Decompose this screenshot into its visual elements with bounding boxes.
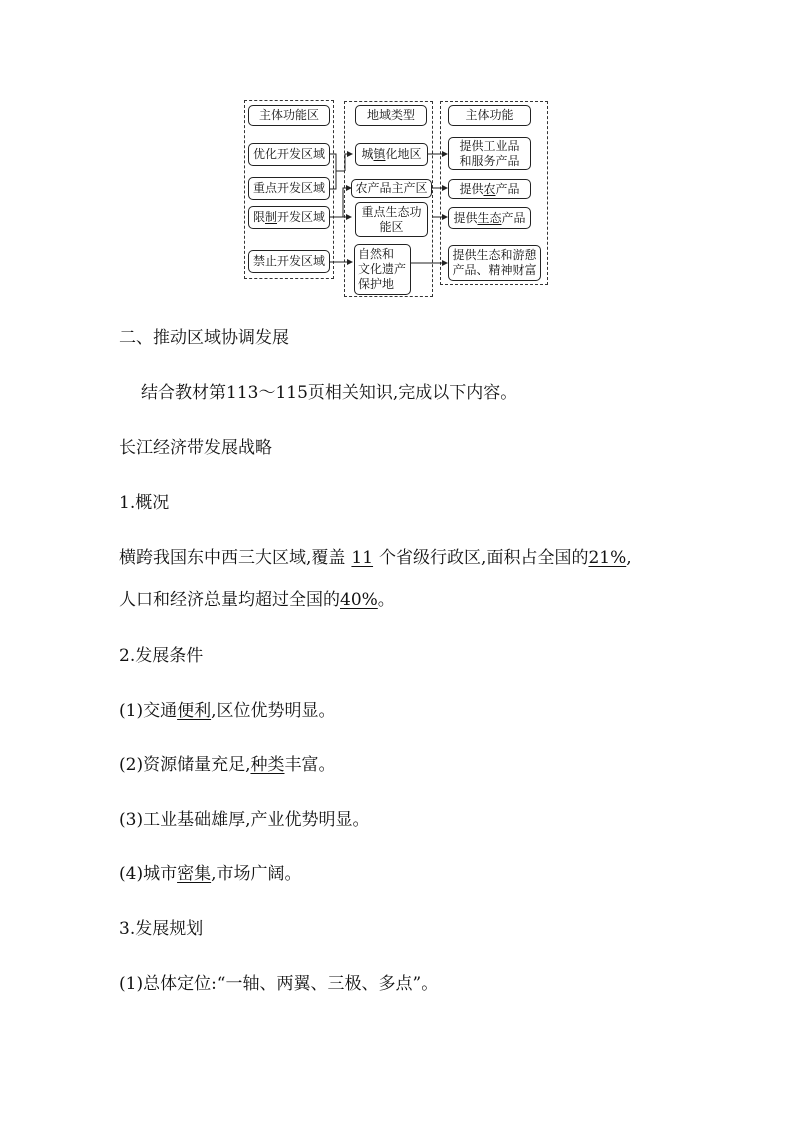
heading-conditions: 2.发展条件 xyxy=(119,646,204,666)
overview-line-2: 人口和经济总量均超过全国的40%。 xyxy=(119,590,395,610)
region-urbanization: 城镇化地区 xyxy=(355,143,428,166)
plan-1: (1)总体定位:“一轴、两翼、三极、多点”。 xyxy=(119,974,439,994)
area-share: 21% xyxy=(588,548,627,568)
header-main-function: 主体功能 xyxy=(448,105,531,126)
region-agri-main-production: 农产品主产区 xyxy=(351,179,432,198)
condition-2: (2)资源储量充足,种类丰富。 xyxy=(119,755,336,775)
provinces-count: 11 xyxy=(351,548,374,568)
main-function-zone-diagram xyxy=(0,0,794,310)
region-key-ecological-function: 重点生态功 能区 xyxy=(355,202,428,237)
population-economy-share: 40% xyxy=(340,590,378,610)
intro-text: 结合教材第113～115页相关知识,完成以下内容。 xyxy=(141,383,518,403)
condition-4: (4)城市密集,市场广阔。 xyxy=(119,864,302,884)
function-eco-recreation-spiritual: 提供生态和游憩 产品、精神财富 xyxy=(448,245,541,281)
heading-overview: 1.概况 xyxy=(119,493,170,513)
section-title: 二、推动区域协调发展 xyxy=(119,328,289,348)
header-main-function-zone: 主体功能区 xyxy=(248,105,330,126)
function-agricultural-products: 提供农产品 xyxy=(448,179,531,199)
header-region-type: 地域类型 xyxy=(355,105,427,126)
topic-heading: 长江经济带发展战略 xyxy=(119,438,272,458)
function-ecological-products: 提供生态产品 xyxy=(448,207,531,229)
function-industrial-service-products: 提供工业品 和服务产品 xyxy=(448,137,531,170)
heading-plan: 3.发展规划 xyxy=(119,919,204,939)
zone-optimize-development: 优化开发区域 xyxy=(248,143,330,166)
condition-3: (3)工业基础雄厚,产业优势明显。 xyxy=(119,810,370,830)
zone-restricted-development: 限制开发区域 xyxy=(248,206,330,229)
zone-prohibited-development: 禁止开发区域 xyxy=(248,250,330,273)
overview-line-1: 横跨我国东中西三大区域,覆盖 11 个省级行政区,面积占全国的21%, xyxy=(119,548,632,568)
zone-key-development: 重点开发区域 xyxy=(248,177,330,200)
condition-1: (1)交通便利,区位优势明显。 xyxy=(119,701,336,721)
region-natural-cultural-heritage: 自然和 文化遗产 保护地 xyxy=(354,244,411,295)
